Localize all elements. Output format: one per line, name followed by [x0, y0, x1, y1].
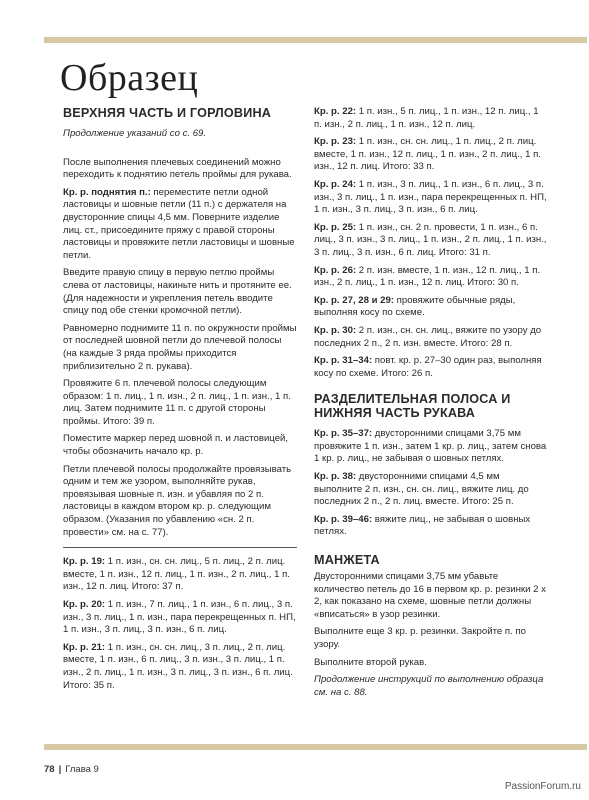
evenly-paragraph: Равномерно поднимите 11 п. по окружности проймы от последней шовной петли до плечевой полосы (на каждые 3 ряда проймы приходится приблизительно 2 п. рукава).: [63, 322, 297, 372]
right-column: [314, 106, 548, 704]
row-27-29: [314, 295, 548, 320]
row-25-label: Кр. р. 25:: [314, 221, 357, 233]
row-38: [314, 471, 548, 509]
row-19-label: Кр. р. 19:: [63, 556, 106, 568]
row-39-46-text: вяжите лиц., не забывая о шовных петлях.: [314, 513, 531, 538]
row-23-label: Кр. р. 23:: [314, 136, 357, 148]
row-30: [314, 325, 548, 350]
row-31-34: [314, 355, 548, 380]
intro-paragraph: После выполнения плечевых соединений можно переходить к поднятию петель проймы для рукава.: [63, 156, 292, 181]
cuff-paragraph-2: Выполните еще 3 кр. р. резинки. Закройте п. по узору.: [314, 626, 526, 650]
marker-paragraph: Поместите маркер перед шовной п. и ластовицей, чтобы обозначить начало кр. р.: [63, 433, 289, 458]
row-21-text: 1 п. изн., сн. сн. лиц., 3 п. лиц., 2 п. лиц. вместе, 1 п. изн., 6 п. лиц., 3 п. изн., 3 п. лиц., 1 п. изн., 2 п. лиц., 1 п. изн., 3 п. лиц., 3 п. изн., 6 п. лиц. Итого: 35 п.: [63, 641, 293, 691]
row-20-text: 1 п. изн., 7 п. лиц., 1 п. изн., 6 п. лиц., 3 п. изн., 3 п. лиц., 1 п. изн., пара перекрещенных п. НП, 1 п. изн., 3 п. лиц., 3 п. изн., 6 п. лиц.: [63, 599, 296, 636]
section-heading-upper-part: ВЕРХНЯЯ ЧАСТЬ И ГОРЛОВИНА: [63, 106, 272, 120]
row-24-label: Кр. р. 24:: [314, 178, 357, 190]
continuation-note: Продолжение указаний со с. 69.: [63, 128, 207, 139]
left-column: [63, 106, 297, 697]
row-25-text: 1 п. изн., сн. 2 п. провести, 1 п. изн., 6 п. лиц., 3 п. изн., 3 п. лиц., 1 п. изн., 2 п. лиц., 1 п. изн., 3 п. лиц., 3 п. изн., 6 п. лиц. Итого: 31 п.: [314, 221, 547, 258]
section-heading-divider: РАЗДЕЛИТЕЛЬНАЯ ПОЛОСА И НИЖНЯЯ ЧАСТЬ РУКАВА: [314, 392, 511, 421]
page-title: Образец: [60, 57, 199, 99]
row-24: [314, 179, 548, 217]
row-30-label: Кр. р. 30:: [314, 324, 357, 336]
footer-separator: |: [58, 764, 62, 775]
row-39-46: [314, 514, 548, 539]
row-35-37-text: двусторонними спицами 3,75 мм провяжите 1 п. изн., затем 1 кр. р. лиц., затем снова 1 кр. р. лиц., не забывая о шовных петлях.: [314, 428, 547, 465]
row-30-text: 2 п. изн., сн. сн. лиц., вяжите по узору до последних 2 п., 2 п. изн. вместе. Итого: 28 п.: [314, 324, 542, 349]
lift-row-label: Кр. р. поднятия п.:: [63, 186, 151, 198]
row-27-29-text: провяжите обычные ряды, выполняя косу по схеме.: [314, 294, 516, 319]
row-31-34-label: Кр. р. 31–34:: [314, 355, 373, 367]
row-24-text: 1 п. изн., 3 п. лиц., 1 п. изн., 6 п. лиц., 3 п. изн., 3 п. лиц., 1 п. изн., пара перекрещенных п. НП, 1 п. изн., 3 п. лиц., 3 п. изн., 6 п. лиц.: [314, 178, 547, 216]
section-heading-cuff: МАНЖЕТА: [314, 553, 380, 568]
row-20: [63, 599, 297, 637]
row-23-text: 1 п. изн., сн. сн. лиц., 1 п. лиц., 2 п. лиц. вместе, 1 п. изн., 12 п. лиц., 1 п. изн., 2 п. лиц., 1 п. изн., 12 п. лиц. Итого: 33 п.: [314, 136, 541, 173]
row-19: [63, 556, 297, 594]
lift-row-paragraph: [63, 187, 297, 263]
row-35-37: [314, 428, 548, 466]
needle-paragraph: Введите правую спицу в первую петлю проймы слева от ластовицы, накиньте нить и протяните ее. (Для надежности и укрепления петель вводите спицу под обе стенки кромочной петли).: [63, 267, 292, 317]
row-25: [314, 222, 548, 260]
row-23: [314, 136, 548, 174]
row-38-text: двусторонними спицами 4,5 мм выполните 2 п. изн., сн. сн. лиц., вяжите лиц. до последних 2 п., 2 п. лиц. вместе. Итого: 25 п.: [314, 471, 529, 508]
watermark-text: PassionForum.ru: [504, 781, 581, 792]
page-number: 78: [44, 764, 55, 775]
row-39-46-label: Кр. р. 39–46:: [314, 513, 373, 525]
row-26: [314, 265, 548, 290]
top-decorative-bar: [44, 37, 587, 43]
row-22-text: 1 п. изн., 5 п. лиц., 1 п. изн., 12 п. лиц., 1 п. изн., 2 п. лиц., 1 п. изн., 12 п. лиц.: [314, 106, 539, 130]
cuff-paragraph-1: Двусторонними спицами 3,75 мм убавьте количество петель до 16 в первом кр. р. резинки 2 х 2, как показано на схеме, шовные петли должны «вписаться» в узор резинки.: [314, 571, 546, 620]
row-31-34-text: повт. кр. р. 27–30 один раз, выполняя косу по схеме. Итого: 26 п.: [314, 355, 542, 379]
row-26-text: 2 п. изн. вместе, 1 п. изн., 12 п. лиц., 1 п. изн., 2 п. лиц., 1 п. изн., 12 п. лиц. Итого: 30 п.: [314, 264, 541, 289]
row-21-label: Кр. р. 21:: [63, 641, 106, 653]
loops-paragraph: Петли плечевой полосы продолжайте провязывать одним и тем же узором, выполняйте рукав, провязывая шовные п. изн. и убавляя по 2 п. ластовицы в каждом втором кр. р. следующим образом. (Указания по убавлению «сн. 2 п. провести» см. на с. 77).: [63, 464, 297, 549]
row-22-label: Кр. р. 22:: [314, 106, 357, 117]
continuation-note-2: Продолжение инструкций по выполнению образца см. на с. 88.: [314, 674, 544, 698]
row-20-label: Кр. р. 20:: [63, 599, 106, 610]
row-19-text: 1 п. изн., сн. сн. лиц., 5 п. лиц., 2 п. лиц. вместе, 1 п. изн., 12 п. лиц., 1 п. изн., 2 п. лиц., 1 п. изн., 12 п. лиц. Итого: 37 п.: [63, 556, 290, 593]
chapter-label: Глава 9: [65, 764, 99, 775]
row-35-37-label: Кр. р. 35–37:: [314, 428, 373, 440]
row-38-label: Кр. р. 38:: [314, 471, 357, 483]
row-22: [314, 106, 548, 131]
row-26-label: Кр. р. 26:: [314, 264, 357, 276]
row-21: [63, 642, 297, 692]
bottom-decorative-bar: [44, 744, 587, 750]
row-27-29-label: Кр. р. 27, 28 и 29:: [314, 294, 395, 306]
knit6-paragraph: Провяжите 6 п. плечевой полосы следующим образом: 1 п. лиц., 1 п. изн., 2 п. лиц., 1 п. изн., 1 п. лиц. Затем поднимите 11 п. с другой стороны проймы. Итого: 39 п.: [63, 378, 291, 427]
cuff-paragraph-3: Выполните второй рукав.: [314, 656, 427, 668]
lift-row-text: переместите петли одной ластовицы и шовные петли (11 п.) с держателя на двусторонние спицы 4,5 мм. Поверните изделие лиц. ст., присоедините пряжу с правой стороны ластовицы и провяжите петли ластовицы и шовные петли.: [63, 186, 295, 261]
page-footer: [44, 764, 99, 775]
